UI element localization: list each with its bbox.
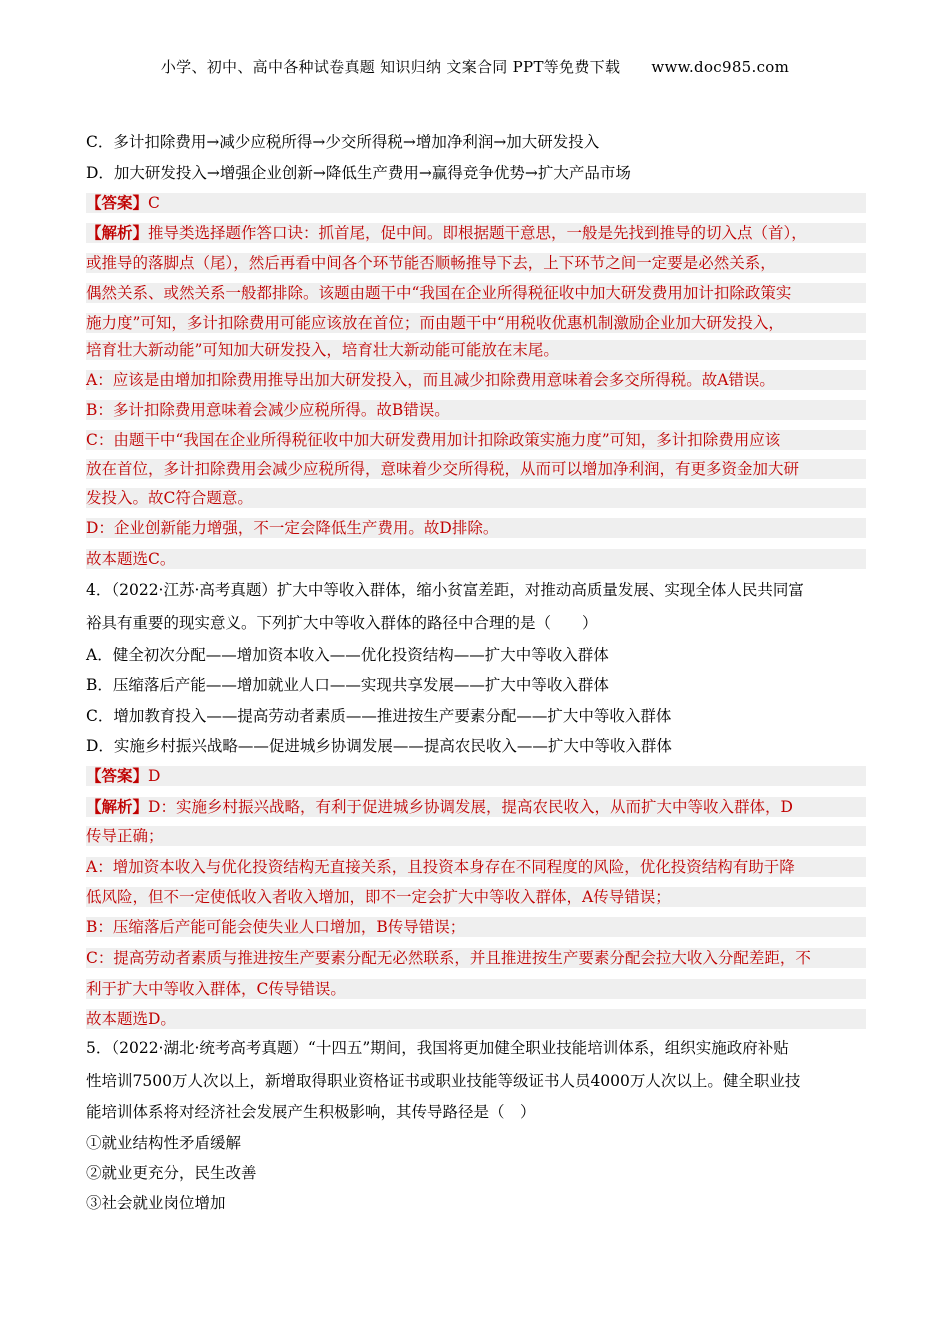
q3-analysis-line: C：由题干中“我国在企业所得税征收中加大研发费用加计扣除政策实施力度”可知，多计扣除费用应该 xyxy=(86,430,866,450)
q4-analysis-line xyxy=(86,797,866,817)
q4-analysis-line: 利于扩大中等收入群体，C传导错误。 xyxy=(86,979,866,999)
q3-analysis-line: A：应该是由增加扣除费用推导出加大研发投入，而且减少扣除费用意味着会多交所得税。故A错误。 xyxy=(86,370,866,390)
q4-analysis-line: B：压缩落后产能可能会使失业人口增加，B传导错误； xyxy=(86,917,866,937)
page-header xyxy=(0,56,950,77)
q5-item: ②就业更充分，民生改善 xyxy=(86,1164,257,1182)
q4-stem-line: 4．（2022·江苏·高考真题）扩大中等收入群体，缩小贫富差距，对推动高质量发展、实现全体人民共同富 xyxy=(86,581,804,599)
q3-analysis-line: B：多计扣除费用意味着会减少应税所得。故B错误。 xyxy=(86,400,866,420)
q5-item: ③社会就业岗位增加 xyxy=(86,1194,226,1212)
q4-option-d: D．实施乡村振兴战略——促进城乡协调发展——提高农民收入——扩大中等收入群体 xyxy=(86,737,672,755)
q4-analysis-line: 低风险，但不一定使低收入者收入增加，即不一定会扩大中等收入群体，A传导错误； xyxy=(86,887,866,907)
header-text: 小学、初中、高中各种试卷真题 知识归纳 文案合同 PPT等免费下载 xyxy=(160,58,621,76)
q3-analysis-line: 发投入。故C符合题意。 xyxy=(86,488,866,508)
q3-answer-value: C xyxy=(148,194,160,212)
q3-analysis-label: 【解析】 xyxy=(86,223,149,242)
q4-option-a: A．健全初次分配——增加资本收入——优化投资结构——扩大中等收入群体 xyxy=(86,646,609,664)
q3-analysis-line xyxy=(86,223,866,243)
q4-analysis-line: A：增加资本收入与优化投资结构无直接关系，且投资本身存在不同程度的风险，优化投资结构有助于降 xyxy=(86,857,866,877)
q3-analysis-line: D：企业创新能力增强，不一定会降低生产费用。故D排除。 xyxy=(86,518,866,538)
q5-item: ①就业结构性矛盾缓解 xyxy=(86,1134,242,1152)
q4-stem-line: 裕具有重要的现实意义。下列扩大中等收入群体的路径中合理的是（ ） xyxy=(86,614,598,632)
q4-analysis-label: 【解析】 xyxy=(86,797,149,816)
q3-analysis-line: 或推导的落脚点（尾），然后再看中间各个环节能否顺畅推导下去，上下环节之间一定要是必然关系， xyxy=(86,253,866,273)
q5-stem-line: 能培训体系将对经济社会发展产生积极影响，其传导路径是（ ） xyxy=(86,1103,536,1121)
q3-analysis-text: 推导类选择题作答口诀：抓首尾，促中间。即根据题干意思，一般是先找到推导的切入点（首）， xyxy=(148,224,807,242)
q3-analysis-line: 故本题选C。 xyxy=(86,549,866,569)
q4-analysis-line: 传导正确； xyxy=(86,826,866,846)
header-site-link[interactable]: www.doc985.com xyxy=(651,58,790,76)
q3-analysis-line: 培育壮大新动能”可知加大研发投入，培育壮大新动能可能放在末尾。 xyxy=(86,340,866,360)
q3-analysis-line: 偶然关系、或然关系一般都排除。该题由题干中“我国在企业所得税征收中加大研发费用加计扣除政策实 xyxy=(86,283,866,303)
q3-option-d: D．加大研发投入→增强企业创新→降低生产费用→赢得竞争优势→扩大产品市场 xyxy=(86,164,631,182)
q4-option-b: B．压缩落后产能——增加就业人口——实现共享发展——扩大中等收入群体 xyxy=(86,676,609,694)
q3-analysis-line: 施力度”可知，多计扣除费用可能应该放在首位；而由题干中“用税收优惠机制激励企业加大研发投入， xyxy=(86,313,866,333)
q3-answer-label: 【答案】 xyxy=(86,193,149,212)
q4-analysis-text: D：实施乡村振兴战略，有利于促进城乡协调发展，提高农民收入，从而扩大中等收入群体，D xyxy=(148,798,793,816)
q4-analysis-line: 故本题选D。 xyxy=(86,1009,866,1029)
q4-analysis-line: C：提高劳动者素质与推进按生产要素分配无必然联系，并且推进按生产要素分配会拉大收入分配差距，不 xyxy=(86,948,866,968)
q4-option-c: C．增加教育投入——提高劳动者素质——推进按生产要素分配——扩大中等收入群体 xyxy=(86,707,672,725)
q5-stem-line: 5．（2022·湖北·统考高考真题）“十四五”期间，我国将更加健全职业技能培训体系，组织实施政府补贴 xyxy=(86,1039,789,1057)
q3-option-c: C．多计扣除费用→减少应税所得→少交所得税→增加净利润→加大研发投入 xyxy=(86,133,600,151)
q3-analysis-line: 放在首位，多计扣除费用会减少应税所得，意味着少交所得税，从而可以增加净利润，有更多资金加大研 xyxy=(86,459,866,479)
q4-answer-value: D xyxy=(148,767,161,785)
q5-stem-line: 性培训7500万人次以上，新增取得职业资格证书或职业技能等级证书人员4000万人次以上。健全职业技 xyxy=(86,1072,801,1090)
q3-answer xyxy=(86,193,866,213)
q4-answer xyxy=(86,766,866,786)
q4-answer-label: 【答案】 xyxy=(86,766,149,785)
